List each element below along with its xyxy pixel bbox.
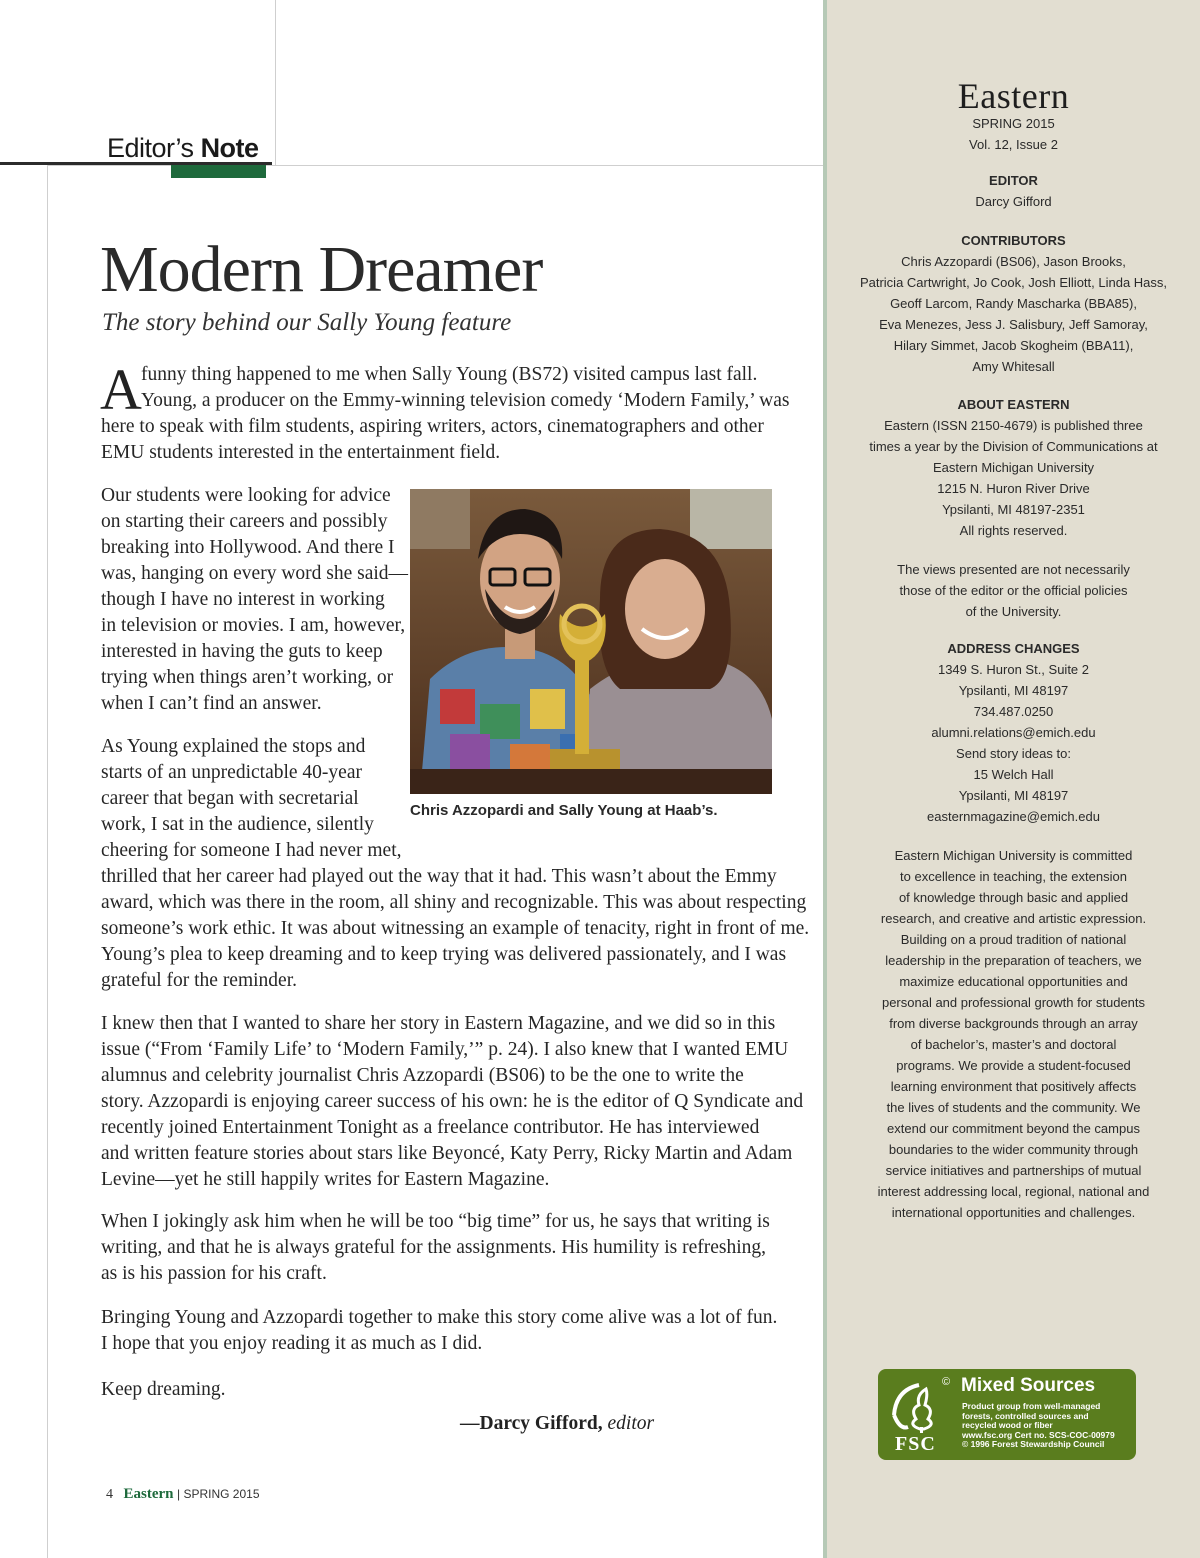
address-line: Ypsilanti, MI 48197: [958, 788, 1069, 803]
text-line: Levine—yet he still happily writes for Eastern Magazine.: [101, 1169, 550, 1190]
masthead-issue: [827, 113, 1200, 155]
photo-caption: Chris Azzopardi and Sally Young at Haab’s.: [410, 802, 718, 819]
about-line: Ypsilanti, MI 48197-2351: [942, 502, 1085, 517]
text-line: funny thing happened to me when Sally Young (BS72) visited campus last fall.: [141, 364, 758, 385]
text-line: story. Azzopardi is enjoying career success of his own: he is the editor of Q Syndicate and: [101, 1091, 804, 1112]
signature-role: editor: [607, 1413, 655, 1434]
text-line: EMU students interested in the entertainment field.: [101, 442, 501, 463]
about-line: 1215 N. Huron River Drive: [937, 481, 1090, 496]
mission-line: the lives of students and the community. We: [886, 1100, 1141, 1115]
mission-line: programs. We provide a student-focused: [896, 1058, 1131, 1073]
fsc-line: forests, controlled sources and: [962, 1410, 1089, 1421]
page-number: 4: [106, 1487, 113, 1502]
text-line: Bringing Young and Azzopardi together to make this story come alive was a lot of fun.: [101, 1307, 778, 1328]
mission-line: Building on a proud tradition of national: [900, 932, 1127, 947]
text-line: Young’s plea to keep dreaming and to keep trying was delivered passionately, and I was: [101, 944, 787, 965]
footer-issue: | SPRING 2015: [177, 1487, 260, 1501]
mission-line: boundaries to the wider community through: [888, 1142, 1139, 1157]
text-line: Our students were looking for advice: [101, 485, 391, 506]
views-line: those of the editor or the official policies: [899, 583, 1128, 598]
section-header: [107, 133, 259, 164]
fsc-line: © 1996 Forest Stewardship Council: [962, 1439, 1105, 1449]
text-line: when I can’t find an answer.: [101, 693, 322, 714]
text-line: interested in having the guts to keep: [101, 641, 383, 662]
magazine-email[interactable]: easternmagazine@emich.edu: [927, 809, 1100, 824]
text-line: alumnus and celebrity journalist Chris Azzopardi (BS06) to be the one to write the: [101, 1065, 744, 1086]
divider-left: [47, 165, 48, 1558]
contributors-line: Chris Azzopardi (BS06), Jason Brooks,: [901, 254, 1126, 269]
text-line: writing, and that he is always grateful for the assignments. His humility is refreshing,: [101, 1237, 767, 1258]
text-line: here to speak with film students, aspiring writers, actors, cinematographers and other: [101, 416, 764, 437]
masthead-brand: Eastern: [957, 76, 1070, 116]
text-line: When I jokingly ask him when he will be too “big time” for us, he says that writing is: [101, 1211, 770, 1232]
mission-line: leadership in the preparation of teachers, we: [885, 953, 1142, 968]
text-line: and written feature stories about stars like Beyoncé, Katy Perry, Ricky Martin and Adam: [101, 1143, 793, 1164]
mission-line: extend our commitment beyond the campus: [887, 1121, 1140, 1136]
fsc-details: [962, 1402, 1115, 1450]
mission-line: learning environment that positively affects: [890, 1079, 1137, 1094]
fsc-badge: [878, 1369, 1136, 1460]
fsc-logo-word: FSC: [895, 1433, 936, 1455]
signature: [460, 1413, 654, 1435]
about-heading: ABOUT EASTERN: [957, 397, 1070, 412]
views-line: The views presented are not necessarily: [897, 562, 1130, 577]
address-block: [827, 638, 1200, 827]
fsc-title: Mixed Sources: [961, 1375, 1096, 1396]
mission-line: interest addressing local, regional, national and: [877, 1184, 1150, 1199]
page-footer: [106, 1486, 260, 1503]
text-line: thrilled that her career had played out the way that it had. This wasn’t about the Emmy: [101, 866, 777, 887]
mission-line: to excellence in teaching, the extension: [900, 869, 1127, 884]
paragraph-6: [101, 1305, 777, 1357]
drop-cap: A: [100, 357, 142, 422]
address-line: Send story ideas to:: [956, 746, 1071, 761]
text-line: trying when things aren’t working, or: [101, 667, 394, 688]
text-line: I knew then that I wanted to share her story in Eastern Magazine, and we did so in this: [101, 1013, 776, 1034]
mission-line: research, and creative and artistic expression.: [880, 911, 1147, 926]
mission-line: service initiatives and partnerships of mutual: [885, 1163, 1142, 1178]
text-line: Young, a producer on the Emmy-winning television comedy ‘Modern Family,’ was: [141, 390, 790, 411]
section-header-light: Editor’s: [107, 133, 194, 163]
views-line: of the University.: [965, 604, 1062, 619]
contributors-block: [827, 230, 1200, 377]
mission-line: maximize educational opportunities and: [899, 974, 1128, 989]
editor-block: [827, 170, 1200, 212]
text-line: on starting their careers and possibly: [101, 511, 388, 532]
text-line: I hope that you enjoy reading it as much as I did.: [101, 1333, 483, 1354]
editor-name: Darcy Gifford: [975, 194, 1052, 209]
alumni-email[interactable]: alumni.relations@emich.edu: [931, 725, 1096, 740]
mission-line: of bachelor’s, master’s and doctoral: [910, 1037, 1117, 1052]
divider-top: [275, 0, 276, 165]
fsc-copyright-mark: ©: [942, 1376, 951, 1388]
views-disclaimer: [827, 559, 1200, 622]
fsc-line: www.fsc.org Cert no. SCS-COC-00979: [962, 1429, 1115, 1440]
phone-number: 734.487.0250: [973, 704, 1054, 719]
text-line: As Young explained the stops and: [101, 736, 366, 757]
mission-line: from diverse backgrounds through an array: [889, 1016, 1138, 1031]
header-accent-bar: [171, 165, 266, 178]
mission-line: Eastern Michigan University is committed: [894, 848, 1133, 863]
fsc-line: Product group from well-managed: [962, 1401, 1101, 1411]
masthead-volume: Vol. 12, Issue 2: [969, 137, 1058, 152]
header-divider: [48, 165, 823, 166]
section-header-bold: Note: [200, 133, 259, 163]
paragraph-5: [101, 1209, 770, 1287]
address-heading: ADDRESS CHANGES: [947, 641, 1080, 656]
article-title: Modern Dreamer: [100, 233, 543, 306]
text-line: as is his passion for his craft.: [101, 1263, 327, 1284]
text-line: issue (“From ‘Family Life’ to ‘Modern Family,’” p. 24). I also knew that I wanted EMU: [101, 1039, 789, 1060]
fsc-line: recycled wood or fiber: [962, 1420, 1053, 1430]
text-line: recently joined Entertainment Tonight as a freelance contributor. He has interviewed: [101, 1117, 760, 1138]
contributors-line: Amy Whitesall: [972, 359, 1055, 374]
address-line: Ypsilanti, MI 48197: [958, 683, 1069, 698]
contributors-heading: CONTRIBUTORS: [961, 233, 1066, 248]
contributors-line: Geoff Larcom, Randy Mascharka (BBA85),: [890, 296, 1137, 311]
text-line: someone’s work ethic. It was about witnessing an example of tenacity, right in front of me.: [101, 918, 810, 939]
text-line: award, which was there in the room, all shiny and recognizable. This was about respecting: [101, 892, 807, 913]
paragraph-1-rest: [101, 414, 764, 466]
contributors-line: Eva Menezes, Jess J. Salisbury, Jeff Samoray,: [879, 317, 1148, 332]
paragraph-7: [101, 1377, 226, 1403]
signature-name: —Darcy Gifford,: [460, 1413, 603, 1434]
footer-brand: Eastern: [123, 1486, 174, 1502]
text-line: though I have no interest in working: [101, 589, 385, 610]
text-line: cheering for someone I had never met,: [101, 840, 402, 861]
text-line: in television or movies. I am, however,: [101, 615, 406, 636]
article-photo: [410, 489, 772, 794]
about-line: All rights reserved.: [959, 523, 1068, 538]
contributors-line: Hilary Simmet, Jacob Skogheim (BBA11),: [893, 338, 1134, 353]
text-line: starts of an unpredictable 40-year: [101, 762, 362, 783]
mission-line: of knowledge through basic and applied: [898, 890, 1129, 905]
text-line: breaking into Hollywood. And there I: [101, 537, 395, 558]
about-line: times a year by the Division of Communications at: [869, 439, 1158, 454]
about-line: Eastern Michigan University: [932, 460, 1095, 475]
address-line: 1349 S. Huron St., Suite 2: [937, 662, 1090, 677]
text-line: work, I sat in the audience, silently: [101, 814, 374, 835]
mission-line: personal and professional growth for students: [881, 995, 1146, 1010]
masthead-season: SPRING 2015: [972, 116, 1055, 131]
paragraph-1-lead: [141, 362, 789, 414]
article-subtitle: The story behind our Sally Young feature: [102, 309, 512, 336]
text-line: career that began with secretarial: [101, 788, 359, 809]
text-line: Keep dreaming.: [101, 1379, 226, 1400]
contributors-line: Patricia Cartwright, Jo Cook, Josh Elliott, Linda Hass,: [859, 275, 1168, 290]
address-line: 15 Welch Hall: [973, 767, 1054, 782]
mission-line: international opportunities and challenges.: [891, 1205, 1136, 1220]
text-line: was, hanging on every word she said—: [101, 563, 409, 584]
about-block: [827, 394, 1200, 541]
masthead-sidebar: [823, 0, 1200, 1558]
paragraph-4: [101, 1011, 803, 1193]
mission-statement: [827, 845, 1200, 1223]
paragraph-2: [101, 483, 408, 717]
text-line: grateful for the reminder.: [101, 970, 297, 991]
photo-illustration: [410, 489, 772, 794]
about-line: Eastern (ISSN 2150-4679) is published three: [884, 418, 1143, 433]
editor-heading: EDITOR: [989, 173, 1038, 188]
